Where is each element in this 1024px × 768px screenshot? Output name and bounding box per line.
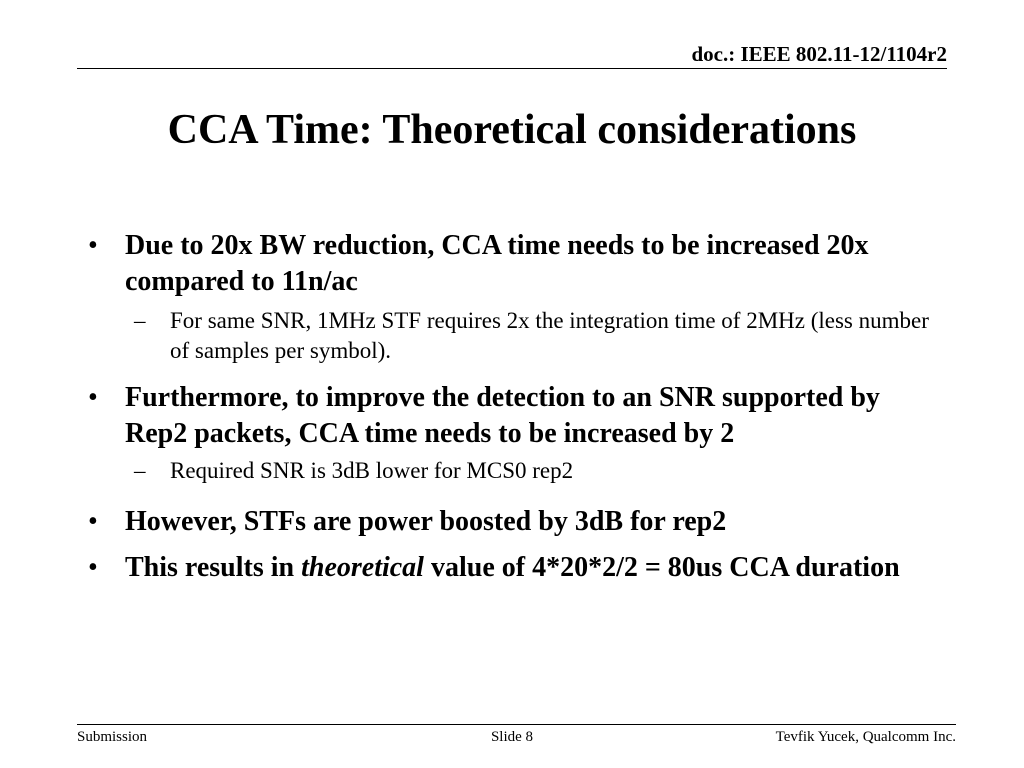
- sub-bullet-2-text: Required SNR is 3dB lower for MCS0 rep2: [170, 458, 574, 483]
- bullet-marker: •: [88, 506, 98, 537]
- bullet-marker: •: [88, 552, 98, 583]
- header-rule: [77, 68, 947, 69]
- footer-slide-number: Slide 8: [490, 729, 534, 745]
- footer-rule: [77, 724, 956, 725]
- bullet-4-text-after: value of 4*20*2/2 = 80us CCA duration: [423, 552, 900, 583]
- footer-author: Tevfik Yucek, Qualcomm Inc.: [775, 729, 956, 745]
- bullet-1-text: Due to 20x BW reduction, CCA time needs to be increased 20x compared to 11n/ac: [125, 230, 869, 297]
- sub-bullet-2: [134, 456, 948, 486]
- footer-submission: Submission: [77, 729, 148, 745]
- bullet-4: [88, 550, 948, 586]
- slide-title: CCA Time: Theoretical considerations: [167, 107, 857, 153]
- bullet-2-text: Furthermore, to improve the detection to an SNR supported by Rep2 packets, CCA time needs to be increased by 2: [125, 382, 880, 449]
- bullet-1: [88, 228, 948, 300]
- bullet-4-text-before: This results in: [125, 552, 302, 583]
- bullet-2: [88, 380, 948, 452]
- bullet-4-emphasis: theoretical: [301, 552, 424, 583]
- dash-marker: –: [134, 458, 146, 483]
- bullet-marker: •: [88, 382, 98, 413]
- document-id: doc.: IEEE 802.11-12/1104r2: [691, 42, 947, 66]
- sub-bullet-1-text: For same SNR, 1MHz STF requires 2x the integration time of 2MHz (less number of samples per symbol).: [170, 308, 929, 363]
- bullet-3-text: However, STFs are power boosted by 3dB for rep2: [125, 506, 727, 537]
- sub-bullet-1: [134, 306, 948, 366]
- bullet-marker: •: [88, 230, 98, 261]
- slide-body: [88, 228, 948, 586]
- dash-marker: –: [134, 308, 146, 333]
- bullet-3: [88, 504, 948, 540]
